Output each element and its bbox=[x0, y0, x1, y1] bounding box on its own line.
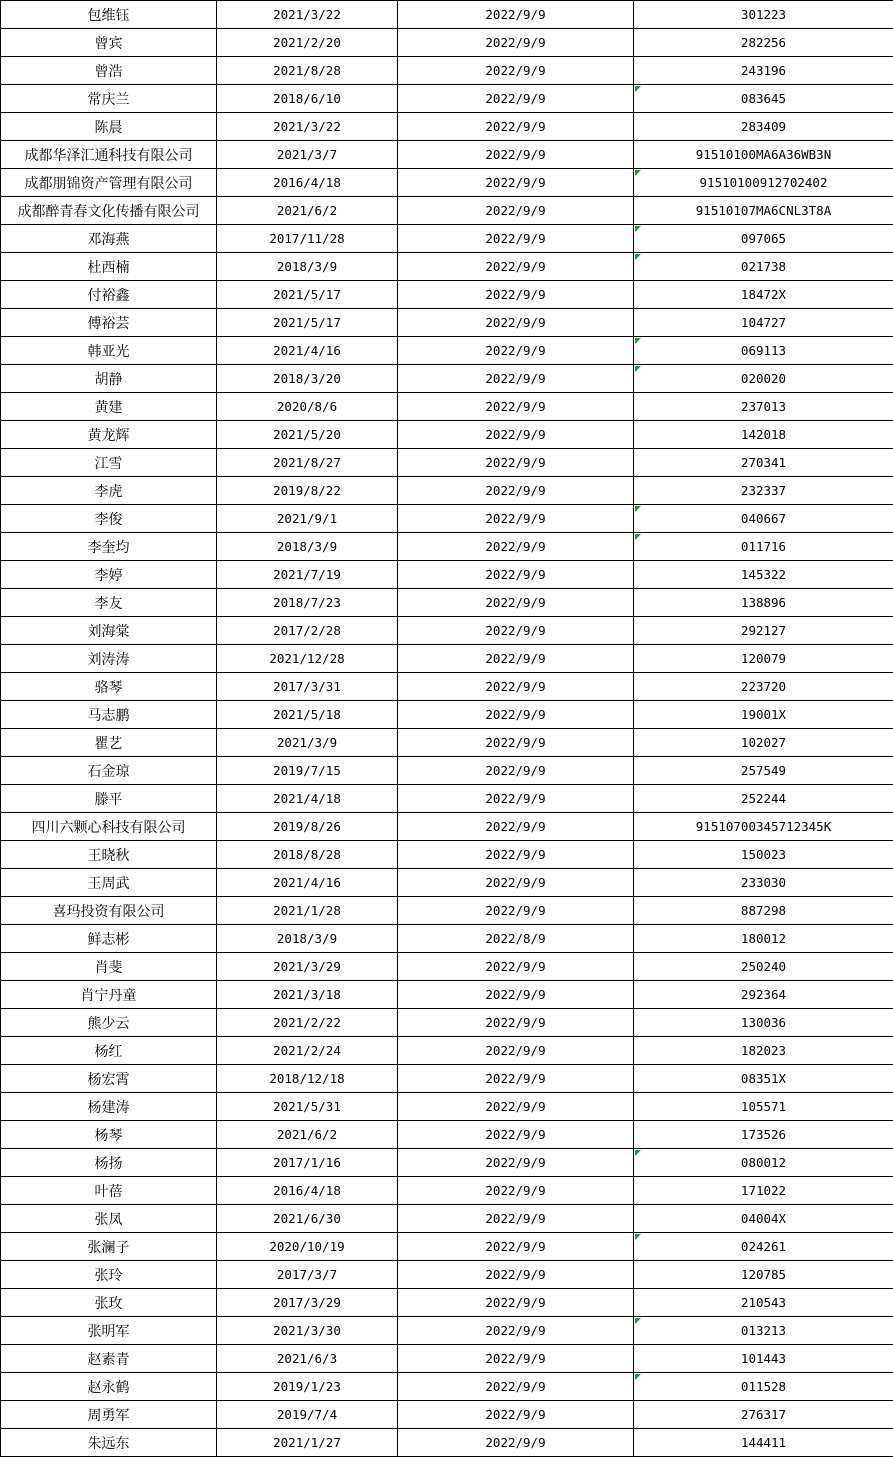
table-row bbox=[1, 1289, 893, 1317]
table-row bbox=[1, 589, 893, 617]
name-cell[interactable]: 李奎均 bbox=[1, 533, 217, 561]
id-code-cell[interactable]: 252244 bbox=[634, 785, 893, 813]
end-date-cell[interactable]: 2022/9/9 bbox=[398, 85, 634, 113]
end-date-cell[interactable]: 2022/9/9 bbox=[398, 197, 634, 225]
end-date-cell[interactable]: 2022/9/9 bbox=[398, 393, 634, 421]
name-cell[interactable]: 李婷 bbox=[1, 561, 217, 589]
name-cell[interactable]: 石金琼 bbox=[1, 757, 217, 785]
table-row bbox=[1, 869, 893, 897]
table-row bbox=[1, 1065, 893, 1093]
name-cell[interactable]: 黄建 bbox=[1, 393, 217, 421]
table-row bbox=[1, 757, 893, 785]
start-date-cell[interactable]: 2021/2/24 bbox=[217, 1037, 398, 1065]
table-row bbox=[1, 1121, 893, 1149]
name-cell[interactable]: 陈晨 bbox=[1, 113, 217, 141]
start-date-cell[interactable]: 2019/7/15 bbox=[217, 757, 398, 785]
id-code-cell[interactable]: 120785 bbox=[634, 1261, 893, 1289]
name-cell[interactable]: 熊少云 bbox=[1, 1009, 217, 1037]
end-date-cell[interactable]: 2022/9/9 bbox=[398, 1205, 634, 1233]
name-cell[interactable]: 韩亚光 bbox=[1, 337, 217, 365]
end-date-cell[interactable]: 2022/9/9 bbox=[398, 449, 634, 477]
end-date-cell[interactable]: 2022/9/9 bbox=[398, 1121, 634, 1149]
start-date-cell[interactable]: 2018/7/23 bbox=[217, 589, 398, 617]
id-code-cell[interactable]: 104727 bbox=[634, 309, 893, 337]
end-date-cell[interactable]: 2022/9/9 bbox=[398, 1009, 634, 1037]
id-code-cell[interactable]: 276317 bbox=[634, 1401, 893, 1429]
name-cell[interactable]: 刘涛涛 bbox=[1, 645, 217, 673]
table-row bbox=[1, 673, 893, 701]
id-code-cell[interactable]: 011716 bbox=[634, 533, 893, 561]
end-date-cell[interactable]: 2022/9/9 bbox=[398, 1177, 634, 1205]
start-date-cell[interactable]: 2021/3/7 bbox=[217, 141, 398, 169]
id-code-cell[interactable]: 020020 bbox=[634, 365, 893, 393]
name-cell[interactable]: 张明军 bbox=[1, 1317, 217, 1345]
table-row bbox=[1, 1401, 893, 1429]
table-body bbox=[1, 1, 893, 1457]
id-code-cell[interactable]: 138896 bbox=[634, 589, 893, 617]
start-date-cell[interactable]: 2019/8/26 bbox=[217, 813, 398, 841]
id-code-cell[interactable]: 292127 bbox=[634, 617, 893, 645]
start-date-cell[interactable]: 2017/2/28 bbox=[217, 617, 398, 645]
table-row bbox=[1, 281, 893, 309]
end-date-cell[interactable]: 2022/9/9 bbox=[398, 1401, 634, 1429]
start-date-cell[interactable]: 2017/3/29 bbox=[217, 1289, 398, 1317]
start-date-cell[interactable]: 2021/3/29 bbox=[217, 953, 398, 981]
name-cell[interactable]: 杨琴 bbox=[1, 1121, 217, 1149]
start-date-cell[interactable]: 2021/3/22 bbox=[217, 1, 398, 29]
end-date-cell[interactable]: 2022/9/9 bbox=[398, 1289, 634, 1317]
id-code-cell[interactable]: 283409 bbox=[634, 113, 893, 141]
table-row bbox=[1, 897, 893, 925]
id-code-cell[interactable]: 18472X bbox=[634, 281, 893, 309]
end-date-cell[interactable]: 2022/9/9 bbox=[398, 1429, 634, 1457]
table-row bbox=[1, 477, 893, 505]
start-date-cell[interactable]: 2018/3/9 bbox=[217, 533, 398, 561]
end-date-cell[interactable]: 2022/9/9 bbox=[398, 281, 634, 309]
name-cell[interactable]: 成都朋锦资产管理有限公司 bbox=[1, 169, 217, 197]
start-date-cell[interactable]: 2021/4/18 bbox=[217, 785, 398, 813]
start-date-cell[interactable]: 2021/3/22 bbox=[217, 113, 398, 141]
end-date-cell[interactable]: 2022/9/9 bbox=[398, 813, 634, 841]
end-date-cell[interactable]: 2022/9/9 bbox=[398, 1261, 634, 1289]
start-date-cell[interactable]: 2021/8/27 bbox=[217, 449, 398, 477]
end-date-cell[interactable]: 2022/9/9 bbox=[398, 1233, 634, 1261]
id-code-cell[interactable]: 292364 bbox=[634, 981, 893, 1009]
end-date-cell[interactable]: 2022/9/9 bbox=[398, 505, 634, 533]
id-code-cell[interactable]: 144411 bbox=[634, 1429, 893, 1457]
table-row bbox=[1, 729, 893, 757]
table-row bbox=[1, 813, 893, 841]
table-row bbox=[1, 617, 893, 645]
id-code-cell[interactable]: 250240 bbox=[634, 953, 893, 981]
end-date-cell[interactable]: 2022/9/9 bbox=[398, 309, 634, 337]
end-date-cell[interactable]: 2022/9/9 bbox=[398, 757, 634, 785]
name-cell[interactable]: 杨扬 bbox=[1, 1149, 217, 1177]
end-date-cell[interactable]: 2022/9/9 bbox=[398, 225, 634, 253]
id-code-cell[interactable]: 083645 bbox=[634, 85, 893, 113]
table-row bbox=[1, 561, 893, 589]
name-cell[interactable]: 付裕鑫 bbox=[1, 281, 217, 309]
name-cell[interactable]: 王周武 bbox=[1, 869, 217, 897]
table-row bbox=[1, 925, 893, 953]
table-row bbox=[1, 981, 893, 1009]
name-cell[interactable]: 包维钰 bbox=[1, 1, 217, 29]
end-date-cell[interactable]: 2022/9/9 bbox=[398, 29, 634, 57]
start-date-cell[interactable]: 2021/6/2 bbox=[217, 197, 398, 225]
name-cell[interactable]: 骆琴 bbox=[1, 673, 217, 701]
end-date-cell[interactable]: 2022/9/9 bbox=[398, 1093, 634, 1121]
table-row bbox=[1, 1345, 893, 1373]
start-date-cell[interactable]: 2016/4/18 bbox=[217, 1177, 398, 1205]
start-date-cell[interactable]: 2021/3/9 bbox=[217, 729, 398, 757]
name-cell[interactable]: 喜玛投资有限公司 bbox=[1, 897, 217, 925]
start-date-cell[interactable]: 2021/3/18 bbox=[217, 981, 398, 1009]
start-date-cell[interactable]: 2017/3/7 bbox=[217, 1261, 398, 1289]
end-date-cell[interactable]: 2022/9/9 bbox=[398, 673, 634, 701]
start-date-cell[interactable]: 2017/3/31 bbox=[217, 673, 398, 701]
table-row bbox=[1, 1149, 893, 1177]
start-date-cell[interactable]: 2019/7/4 bbox=[217, 1401, 398, 1429]
name-cell[interactable]: 邓海燕 bbox=[1, 225, 217, 253]
name-cell[interactable]: 张澜子 bbox=[1, 1233, 217, 1261]
end-date-cell[interactable]: 2022/9/9 bbox=[398, 1345, 634, 1373]
id-code-cell[interactable]: 243196 bbox=[634, 57, 893, 85]
name-cell[interactable]: 杨建涛 bbox=[1, 1093, 217, 1121]
id-code-cell[interactable]: 021738 bbox=[634, 253, 893, 281]
end-date-cell[interactable]: 2022/9/9 bbox=[398, 729, 634, 757]
id-code-cell[interactable]: 142018 bbox=[634, 421, 893, 449]
id-code-cell[interactable]: 013213 bbox=[634, 1317, 893, 1345]
name-cell[interactable]: 刘海棠 bbox=[1, 617, 217, 645]
start-date-cell[interactable]: 2018/12/18 bbox=[217, 1065, 398, 1093]
end-date-cell[interactable]: 2022/9/9 bbox=[398, 1037, 634, 1065]
table-row bbox=[1, 253, 893, 281]
id-code-cell[interactable]: 237013 bbox=[634, 393, 893, 421]
name-cell[interactable]: 肖斐 bbox=[1, 953, 217, 981]
start-date-cell[interactable]: 2020/8/6 bbox=[217, 393, 398, 421]
end-date-cell[interactable]: 2022/9/9 bbox=[398, 533, 634, 561]
name-cell[interactable]: 肖宁丹童 bbox=[1, 981, 217, 1009]
id-code-cell[interactable]: 887298 bbox=[634, 897, 893, 925]
end-date-cell[interactable]: 2022/9/9 bbox=[398, 57, 634, 85]
name-cell[interactable]: 黄龙辉 bbox=[1, 421, 217, 449]
name-cell[interactable]: 赵素青 bbox=[1, 1345, 217, 1373]
start-date-cell[interactable]: 2021/12/28 bbox=[217, 645, 398, 673]
name-cell[interactable]: 滕平 bbox=[1, 785, 217, 813]
table-row bbox=[1, 225, 893, 253]
table-row bbox=[1, 197, 893, 225]
start-date-cell[interactable]: 2018/3/20 bbox=[217, 365, 398, 393]
table-row bbox=[1, 701, 893, 729]
id-code-cell[interactable]: 91510100MA6A36WB3N bbox=[634, 141, 893, 169]
end-date-cell[interactable]: 2022/9/9 bbox=[398, 701, 634, 729]
id-code-cell[interactable]: 180012 bbox=[634, 925, 893, 953]
id-code-cell[interactable]: 173526 bbox=[634, 1121, 893, 1149]
table-row bbox=[1, 85, 893, 113]
table-row bbox=[1, 169, 893, 197]
start-date-cell[interactable]: 2021/2/20 bbox=[217, 29, 398, 57]
id-code-cell[interactable]: 04004X bbox=[634, 1205, 893, 1233]
start-date-cell[interactable]: 2021/1/28 bbox=[217, 897, 398, 925]
end-date-cell[interactable]: 2022/9/9 bbox=[398, 169, 634, 197]
id-code-cell[interactable]: 024261 bbox=[634, 1233, 893, 1261]
name-cell[interactable]: 赵永鹤 bbox=[1, 1373, 217, 1401]
end-date-cell[interactable]: 2022/9/9 bbox=[398, 113, 634, 141]
end-date-cell[interactable]: 2022/9/9 bbox=[398, 897, 634, 925]
start-date-cell[interactable]: 2021/8/28 bbox=[217, 57, 398, 85]
start-date-cell[interactable]: 2021/6/30 bbox=[217, 1205, 398, 1233]
table-row bbox=[1, 449, 893, 477]
id-code-cell[interactable]: 105571 bbox=[634, 1093, 893, 1121]
table-row bbox=[1, 1037, 893, 1065]
end-date-cell[interactable]: 2022/9/9 bbox=[398, 869, 634, 897]
table-row bbox=[1, 1261, 893, 1289]
start-date-cell[interactable]: 2018/8/28 bbox=[217, 841, 398, 869]
end-date-cell[interactable]: 2022/9/9 bbox=[398, 1149, 634, 1177]
name-cell[interactable]: 常庆兰 bbox=[1, 85, 217, 113]
table-row bbox=[1, 141, 893, 169]
start-date-cell[interactable]: 2021/1/27 bbox=[217, 1429, 398, 1457]
id-code-cell[interactable]: 011528 bbox=[634, 1373, 893, 1401]
name-cell[interactable]: 周勇军 bbox=[1, 1401, 217, 1429]
name-cell[interactable]: 张玫 bbox=[1, 1289, 217, 1317]
name-cell[interactable]: 傅裕芸 bbox=[1, 309, 217, 337]
table-row bbox=[1, 533, 893, 561]
end-date-cell[interactable]: 2022/9/9 bbox=[398, 141, 634, 169]
table-row bbox=[1, 1177, 893, 1205]
start-date-cell[interactable]: 2021/5/31 bbox=[217, 1093, 398, 1121]
table-row bbox=[1, 1429, 893, 1457]
end-date-cell[interactable]: 2022/9/9 bbox=[398, 981, 634, 1009]
name-cell[interactable]: 胡静 bbox=[1, 365, 217, 393]
id-code-cell[interactable]: 91510700345712345K bbox=[634, 813, 893, 841]
end-date-cell[interactable]: 2022/9/9 bbox=[398, 253, 634, 281]
end-date-cell[interactable]: 2022/9/9 bbox=[398, 1, 634, 29]
name-cell[interactable]: 瞿艺 bbox=[1, 729, 217, 757]
name-cell[interactable]: 成都华泽汇通科技有限公司 bbox=[1, 141, 217, 169]
table-row bbox=[1, 393, 893, 421]
table-row bbox=[1, 309, 893, 337]
end-date-cell[interactable]: 2022/9/9 bbox=[398, 421, 634, 449]
end-date-cell[interactable]: 2022/9/9 bbox=[398, 561, 634, 589]
start-date-cell[interactable]: 2018/6/10 bbox=[217, 85, 398, 113]
start-date-cell[interactable]: 2021/5/18 bbox=[217, 701, 398, 729]
id-code-cell[interactable]: 210543 bbox=[634, 1289, 893, 1317]
id-code-cell[interactable]: 069113 bbox=[634, 337, 893, 365]
name-cell[interactable]: 曾浩 bbox=[1, 57, 217, 85]
start-date-cell[interactable]: 2021/9/1 bbox=[217, 505, 398, 533]
end-date-cell[interactable]: 2022/9/9 bbox=[398, 841, 634, 869]
table-row bbox=[1, 1373, 893, 1401]
start-date-cell[interactable]: 2021/5/17 bbox=[217, 281, 398, 309]
name-cell[interactable]: 成都醉青春文化传播有限公司 bbox=[1, 197, 217, 225]
start-date-cell[interactable]: 2021/6/2 bbox=[217, 1121, 398, 1149]
table-row bbox=[1, 1317, 893, 1345]
table-row bbox=[1, 505, 893, 533]
end-date-cell[interactable]: 2022/9/9 bbox=[398, 785, 634, 813]
start-date-cell[interactable]: 2021/5/20 bbox=[217, 421, 398, 449]
start-date-cell[interactable]: 2020/10/19 bbox=[217, 1233, 398, 1261]
table-row bbox=[1, 785, 893, 813]
end-date-cell[interactable]: 2022/9/9 bbox=[398, 477, 634, 505]
id-code-cell[interactable]: 223720 bbox=[634, 673, 893, 701]
id-code-cell[interactable]: 91510100912702402 bbox=[634, 169, 893, 197]
name-cell[interactable]: 四川六颗心科技有限公司 bbox=[1, 813, 217, 841]
table-row bbox=[1, 337, 893, 365]
table-row bbox=[1, 645, 893, 673]
end-date-cell[interactable]: 2022/9/9 bbox=[398, 337, 634, 365]
id-code-cell[interactable]: 08351X bbox=[634, 1065, 893, 1093]
id-code-cell[interactable]: 101443 bbox=[634, 1345, 893, 1373]
end-date-cell[interactable]: 2022/9/9 bbox=[398, 1317, 634, 1345]
id-code-cell[interactable]: 080012 bbox=[634, 1149, 893, 1177]
name-cell[interactable]: 朱远东 bbox=[1, 1429, 217, 1457]
start-date-cell[interactable]: 2021/7/19 bbox=[217, 561, 398, 589]
table-row bbox=[1, 1009, 893, 1037]
end-date-cell[interactable]: 2022/9/9 bbox=[398, 365, 634, 393]
end-date-cell[interactable]: 2022/9/9 bbox=[398, 617, 634, 645]
table-row bbox=[1, 365, 893, 393]
table-row bbox=[1, 113, 893, 141]
id-code-cell[interactable]: 270341 bbox=[634, 449, 893, 477]
table-row bbox=[1, 1205, 893, 1233]
id-code-cell[interactable]: 282256 bbox=[634, 29, 893, 57]
id-code-cell[interactable]: 91510107MA6CNL3T8A bbox=[634, 197, 893, 225]
id-code-cell[interactable]: 182023 bbox=[634, 1037, 893, 1065]
id-code-cell[interactable]: 130036 bbox=[634, 1009, 893, 1037]
start-date-cell[interactable]: 2017/1/16 bbox=[217, 1149, 398, 1177]
table-row bbox=[1, 57, 893, 85]
id-code-cell[interactable]: 102027 bbox=[634, 729, 893, 757]
start-date-cell[interactable]: 2021/2/22 bbox=[217, 1009, 398, 1037]
start-date-cell[interactable]: 2019/1/23 bbox=[217, 1373, 398, 1401]
id-code-cell[interactable]: 040667 bbox=[634, 505, 893, 533]
start-date-cell[interactable]: 2018/3/9 bbox=[217, 925, 398, 953]
end-date-cell[interactable]: 2022/9/9 bbox=[398, 953, 634, 981]
id-code-cell[interactable]: 257549 bbox=[634, 757, 893, 785]
start-date-cell[interactable]: 2018/3/9 bbox=[217, 253, 398, 281]
name-cell[interactable]: 李友 bbox=[1, 589, 217, 617]
table-row bbox=[1, 29, 893, 57]
start-date-cell[interactable]: 2021/6/3 bbox=[217, 1345, 398, 1373]
id-code-cell[interactable]: 301223 bbox=[634, 1, 893, 29]
end-date-cell[interactable]: 2022/9/9 bbox=[398, 1373, 634, 1401]
name-cell[interactable]: 叶蓓 bbox=[1, 1177, 217, 1205]
start-date-cell[interactable]: 2021/4/16 bbox=[217, 337, 398, 365]
name-cell[interactable]: 杜西楠 bbox=[1, 253, 217, 281]
id-code-cell[interactable]: 150023 bbox=[634, 841, 893, 869]
table-row bbox=[1, 1233, 893, 1261]
name-cell[interactable]: 杨红 bbox=[1, 1037, 217, 1065]
name-cell[interactable]: 曾宾 bbox=[1, 29, 217, 57]
name-cell[interactable]: 张玲 bbox=[1, 1261, 217, 1289]
table-row bbox=[1, 1, 893, 29]
name-cell[interactable]: 王晓秋 bbox=[1, 841, 217, 869]
name-cell[interactable]: 杨宏霄 bbox=[1, 1065, 217, 1093]
id-code-cell[interactable]: 171022 bbox=[634, 1177, 893, 1205]
id-code-cell[interactable]: 097065 bbox=[634, 225, 893, 253]
table-row bbox=[1, 841, 893, 869]
name-cell[interactable]: 张凤 bbox=[1, 1205, 217, 1233]
table-row bbox=[1, 953, 893, 981]
start-date-cell[interactable]: 2019/8/22 bbox=[217, 477, 398, 505]
name-cell[interactable]: 李俊 bbox=[1, 505, 217, 533]
table-row bbox=[1, 1093, 893, 1121]
name-cell[interactable]: 李虎 bbox=[1, 477, 217, 505]
end-date-cell[interactable]: 2022/8/9 bbox=[398, 925, 634, 953]
start-date-cell[interactable]: 2021/5/17 bbox=[217, 309, 398, 337]
id-code-cell[interactable]: 145322 bbox=[634, 561, 893, 589]
end-date-cell[interactable]: 2022/9/9 bbox=[398, 1065, 634, 1093]
end-date-cell[interactable]: 2022/9/9 bbox=[398, 645, 634, 673]
start-date-cell[interactable]: 2016/4/18 bbox=[217, 169, 398, 197]
end-date-cell[interactable]: 2022/9/9 bbox=[398, 589, 634, 617]
name-cell[interactable]: 马志鹏 bbox=[1, 701, 217, 729]
id-code-cell[interactable]: 232337 bbox=[634, 477, 893, 505]
id-code-cell[interactable]: 233030 bbox=[634, 869, 893, 897]
name-cell[interactable]: 鲜志彬 bbox=[1, 925, 217, 953]
start-date-cell[interactable]: 2021/4/16 bbox=[217, 869, 398, 897]
name-cell[interactable]: 江雪 bbox=[1, 449, 217, 477]
id-code-cell[interactable]: 120079 bbox=[634, 645, 893, 673]
start-date-cell[interactable]: 2017/11/28 bbox=[217, 225, 398, 253]
start-date-cell[interactable]: 2021/3/30 bbox=[217, 1317, 398, 1345]
id-code-cell[interactable]: 19001X bbox=[634, 701, 893, 729]
table-row bbox=[1, 421, 893, 449]
